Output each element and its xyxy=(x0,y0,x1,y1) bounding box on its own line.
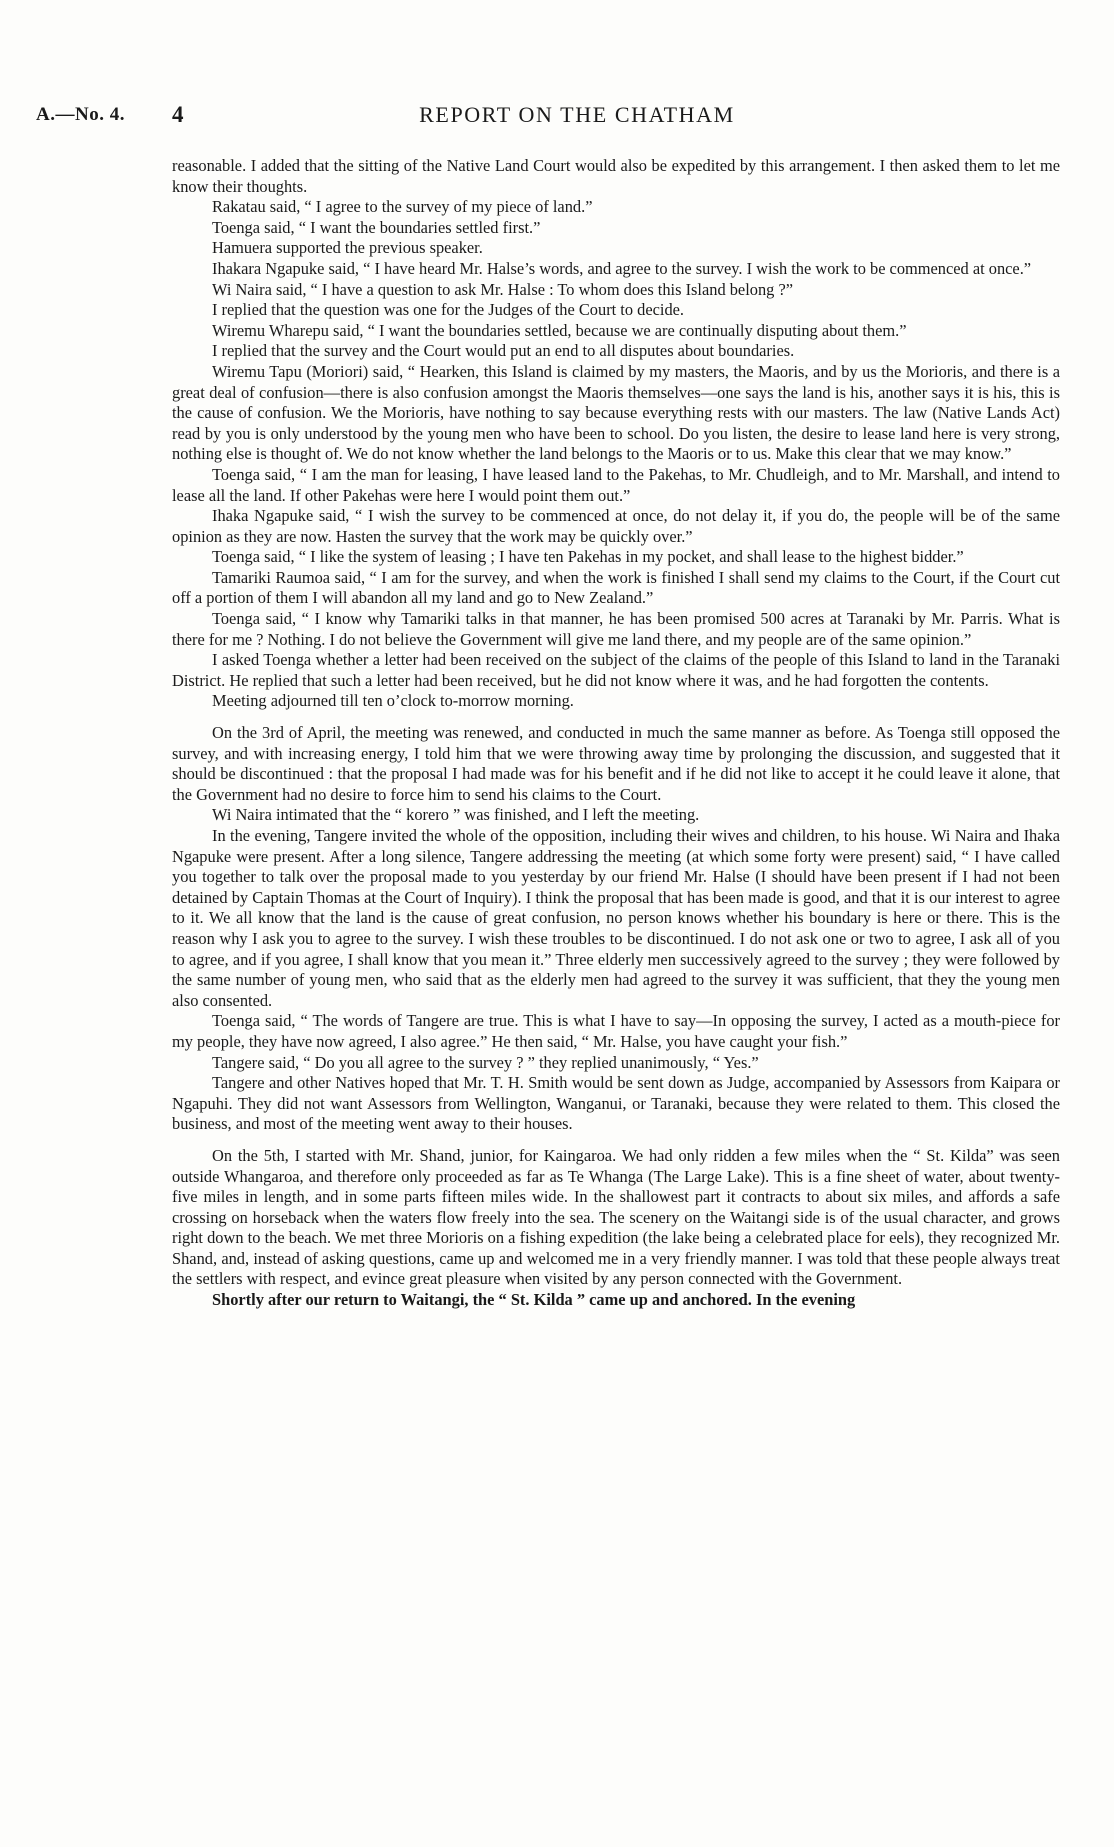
paragraph: In the evening, Tangere invited the whole of the opposition, including their wives and children, to his house. Wi Naira and Ihaka Ngapuke were present. After a long silence, Tangere addressing the meeting (at which some forty were present) said, “ I have called you together to talk over the proposal made to you yesterday by our friend Mr. Halse (I should have been present if I had not been detained by Captain Thomas at the Court of Inquiry). I think the proposal that has been made is good, and that it is our interest to agree to it. We all know that the land is the cause of great confusion, no person knows whether his boundary is here or there. This is the reason why I ask you to agree to the survey. I wish these troubles to be discontinued. I do not ask one or two to agree, I ask all of you to agree, and if you agree, I shall know that you mean it.” Three elderly men successively agreed to the survey ; they were followed by the same number of young men, who said that as the elderly men had agreed to the survey it was sufficient, that they the young men also consented. xyxy=(172,826,1060,1010)
paragraph: Tangere and other Natives hoped that Mr. T. H. Smith would be sent down as Judge, accompanied by Assessors from Kaipara or Ngapuhi. They did not want Assessors from Wellington, Wanganui, or Taranaki, because they were related to them. This closed the business, and most of the meeting went away to their houses. xyxy=(172,1073,1060,1134)
paragraph: I replied that the question was one for the Judges of the Court to decide. xyxy=(212,300,685,320)
paragraph: Wiremu Tapu (Moriori) said, “ Hearken, this Island is claimed by my masters, the Maoris, and by us the Morioris, and there is a great deal of confusion—there is also confusion amongst the Maoris themselves—one says the land is his, another says it is his, this is the cause of confusion. We the Morioris, have nothing to say because everything rests with our masters. The law (Native Lands Act) read by you is only understood by the young men who have been to school. Do you listen, the desire to lease land here is very strong, nothing else is thought of. We do not know whether the land belongs to the Maoris or to us. Make this clear that we may know.” xyxy=(172,361,1060,464)
paragraph: On the 3rd of April, the meeting was renewed, and conducted in much the same manner as before. As Toenga still opposed the survey, and with increasing energy, I told him that we were throwing away time by prolonging the discussion, and suggested that it should be discontinued : that the proposal I had made was for his benefit and if he did not like to accept it he could leave it alone, that the Government had no desire to force him to send his claims to the Court. xyxy=(172,723,1060,804)
paragraph: Meeting adjourned till ten o’clock to-morrow morning. xyxy=(212,691,574,711)
paragraph: On the 5th, I started with Mr. Shand, junior, for Kaingaroa. We had only ridden a few miles when the “ St. Kilda” was seen outside Whangaroa, and therefore only proceeded as far as Te Whanga (The Large Lake). This is a fine sheet of water, about twenty-five miles in length, and in some parts fifteen miles wide. In the shallowest part it contracts to about six miles, and affords a safe crossing on horseback when the waters flow freely into the sea. The scenery on the Waitangi side is of the usual character, and grows right down to the beach. We met three Morioris on a fishing expedition (the lake being a celebrated place for eels), they recognized Mr. Shand, and, instead of asking questions, came up and welcomed me in a very friendly manner. I was told that these people always treat the settlers with respect, and evince great pleasure when visited by any person connected with the Government. xyxy=(172,1145,1060,1289)
paragraph: Hamuera supported the previous speaker. xyxy=(212,238,483,258)
report-body xyxy=(172,156,1060,1311)
paragraph: I replied that the survey and the Court would put an end to all disputes about boundaries. xyxy=(212,341,795,361)
paragraph: Rakatau said, “ I agree to the survey of my piece of land.” xyxy=(212,197,593,217)
paragraph: Wi Naira intimated that the “ korero ” was finished, and I left the meeting. xyxy=(212,805,700,825)
paragraph: Toenga said, “ I want the boundaries settled first.” xyxy=(212,217,541,237)
paragraph: Tangere said, “ Do you all agree to the survey ? ” they replied unanimously, “ Yes.” xyxy=(212,1052,759,1072)
running-title: REPORT ON THE CHATHAM xyxy=(419,102,735,127)
paragraph: Toenga said, “ I know why Tamariki talks in that manner, he has been promised 500 acres at Taranaki by Mr. Parris. What is there for me ? Nothing. I do not believe the Government will give me land there, and my people are of the same opinion.” xyxy=(172,609,1060,649)
page-number: 4 xyxy=(172,102,184,127)
paragraph: Tamariki Raumoa said, “ I am for the survey, and when the work is finished I shall send my claims to the Court, if the Court cut off a portion of them I will abandon all my land and go to New Zealand.” xyxy=(172,567,1060,608)
paragraph: reasonable. I added that the sitting of the Native Land Court would also be expedited by this arrangement. I then asked them to let me know their thoughts. xyxy=(172,156,1060,196)
paragraph: Shortly after our return to Waitangi, the “ St. Kilda ” came up and anchored. In the evening xyxy=(212,1290,856,1310)
paragraph: Ihaka Ngapuke said, “ I wish the survey to be commenced at once, do not delay it, if you do, the people will be of the same opinion as they are now. Hasten the survey that the work may be quickly over.” xyxy=(172,506,1060,546)
paragraph: Wiremu Wharepu said, “ I want the boundaries settled, because we are continually disputing about them.” xyxy=(212,320,907,340)
page-header xyxy=(36,104,1078,136)
paragraph: I asked Toenga whether a letter had been received on the subject of the claims of the people of this Island to land in the Taranaki District. He replied that such a letter had been received, but he did not know where it was, and he had forgotten the contents. xyxy=(172,650,1060,690)
paragraph: Ihakara Ngapuke said, “ I have heard Mr. Halse’s words, and agree to the survey. I wish the work to be commenced at once.” xyxy=(212,258,1032,278)
paragraph: Toenga said, “ I am the man for leasing, I have leased land to the Pakehas, to Mr. Chudleigh, and to Mr. Marshall, and intend to lease all the land. If other Pakehas were here I would point them out.” xyxy=(172,464,1060,505)
paragraph: Toenga said, “ I like the system of leasing ; I have ten Pakehas in my pocket, and shall lease to the highest bidder.” xyxy=(212,547,964,567)
paragraph: Wi Naira said, “ I have a question to ask Mr. Halse : To whom does this Island belong ?” xyxy=(212,279,793,299)
document-reference: A.—No. 4. xyxy=(36,104,125,125)
paragraph: Toenga said, “ The words of Tangere are true. This is what I have to say—In opposing the survey, I acted as a mouth-piece for my people, they have now agreed, I also agree.” He then said, “ Mr. Halse, you have caught your fish.” xyxy=(172,1011,1060,1051)
